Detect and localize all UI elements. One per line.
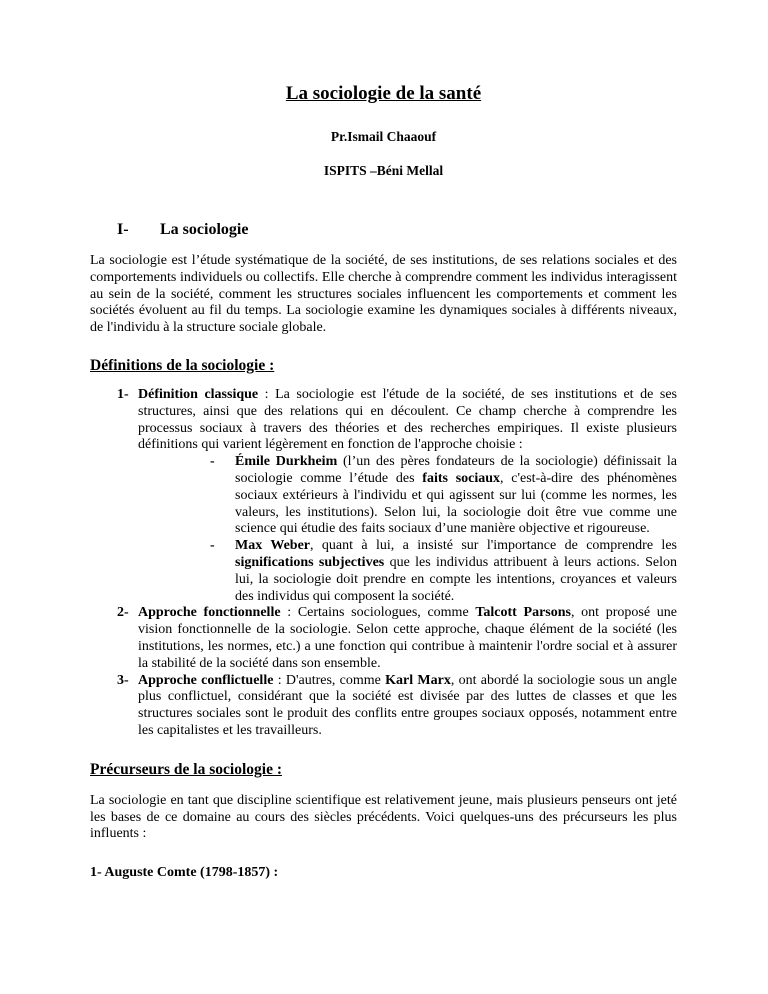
- list-item-approche-fonctionnelle: [117, 605, 677, 672]
- sub-item-text: Max Weber, quant à lui, a insisté sur l'importance de comprendre les significations subjectives que les individus attribuent à leurs actions. Selon lui, la sociologie doit prendre en compte les intentions, croyances et valeurs des individus qui composent la société.: [235, 538, 677, 604]
- precurseurs-heading: Précurseurs de la sociologie :: [90, 760, 282, 778]
- precurseurs-intro-paragraph: La sociologie en tant que discipline scientifique est relativement jeune, mais plusieurs penseurs ont jeté les bases de ce domaine au cours des siècles précédents. Voici quelques-uns des précurseurs les plus influents :: [90, 792, 677, 842]
- dash-marker: -: [210, 454, 215, 470]
- list-item-text: Approche fonctionnelle : Certains sociologues, comme Talcott Parsons, ont proposé une vision fonctionnelle de la sociologie. Selon cette approche, chaque élément de la société (les institutions, les normes, etc.) a une fonction qui contribue à maintenir l'ordre social et à assurer la stabilité de la société dans son ensemble.: [138, 605, 677, 671]
- document-title: La sociologie de la santé: [285, 83, 482, 104]
- list-item-definition-classique: [117, 387, 677, 605]
- list-item-approche-conflictuelle: [117, 673, 677, 740]
- list-item-text: Approche conflictuelle : D'autres, comme Karl Marx, ont abordé la sociologie sous un angle plus conflictuel, considérant que la société est divisée par des luttes de classes et que les structures sociales sont le produit des conflits entre groupes sociaux opposés, notamment entre les capitalistes et les travailleurs.: [138, 672, 677, 738]
- section-number: I-: [117, 221, 129, 238]
- definitions-heading: Définitions de la sociologie :: [90, 356, 275, 374]
- list-marker: 2-: [117, 605, 129, 621]
- section-title: La sociologie: [160, 221, 249, 238]
- sociologie-intro-paragraph: La sociologie est l’étude systématique de la société, de ses institutions, de ses relations sociales et des comportements individuels ou collectifs. Elle cherche à comprendre comment les individus interagissent au sein de la société, comment les structures sociales influencent les comportements et comment les sociétés évoluent au fil du temps. La sociologie examine les dynamiques sociales à différents niveaux, de l'individu à la structure sociale globale.: [90, 253, 677, 336]
- sub-item-text: Émile Durkheim (l’un des pères fondateurs de la sociologie) définissait la sociologie comme l’étude des faits sociaux, c'est-à-dire des phénomènes sociaux extérieurs à l'individu et qui agissent sur lui (comme les normes, les valeurs, les institutions). Selon lui, la sociologie doit être vue comme une science qui étudie des faits sociaux d’une manière objective et rigoureuse.: [235, 454, 678, 537]
- definitions-list: [90, 387, 677, 740]
- list-marker: 1-: [117, 386, 129, 402]
- section-heading-la-sociologie: [90, 220, 677, 239]
- dash-marker: -: [210, 538, 215, 554]
- institution-line: ISPITS –Béni Mellal: [323, 163, 444, 178]
- auguste-comte-heading: 1- Auguste Comte (1798-1857) :: [90, 865, 279, 881]
- sub-item-weber: [210, 538, 677, 605]
- sub-item-durkheim: [210, 454, 677, 538]
- author-line: Pr.Ismail Chaaouf: [330, 129, 437, 144]
- list-item-text: Définition classique : La sociologie est l'étude de la société, de ses institutions et de ses structures, ainsi que des relations qui en découlent. Ce champ cherche à comprendre les processus sociaux à travers des théories et des recherches empiriques. Il existe plusieurs définitions qui varient légèrement en fonction de l'approche choisie :: [138, 386, 677, 453]
- list-marker: 3-: [117, 672, 129, 688]
